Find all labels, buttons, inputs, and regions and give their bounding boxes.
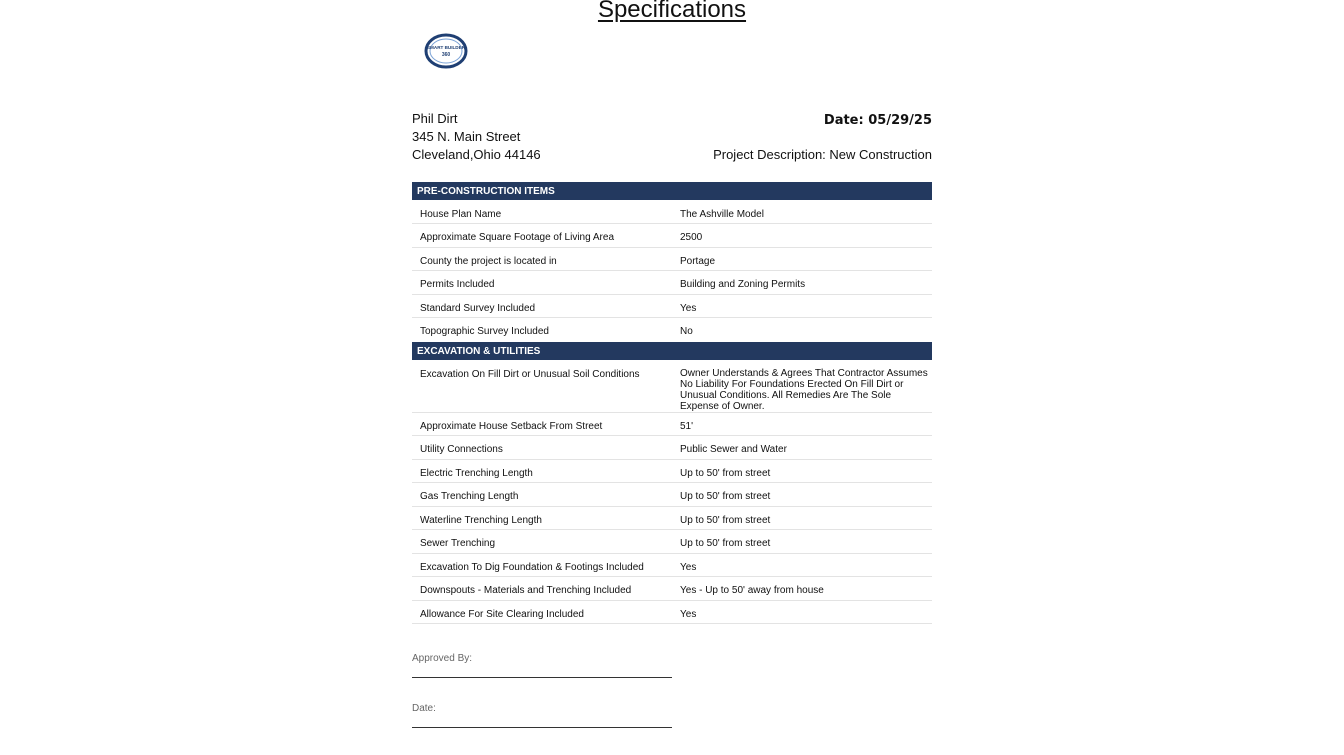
spec-label: Sewer Trenching [420,538,496,549]
spec-label: Gas Trenching Length [420,491,519,502]
project-description: Project Description: New Construction [713,147,932,162]
spec-label: Approximate House Setback From Street [420,421,603,432]
customer-name: Phil Dirt [412,111,458,126]
spec-row [412,577,932,601]
spec-value: Up to 50' from street [680,538,771,549]
spec-row [412,460,932,483]
logo-mark [424,33,468,69]
approval-date-label: Date: [412,703,436,714]
spec-label: Standard Survey Included [420,303,536,314]
page-title: Specifications [597,0,747,23]
spec-label: Topographic Survey Included [420,326,549,337]
customer-street: 345 N. Main Street [412,129,521,144]
spec-value: Up to 50' from street [680,491,771,502]
approved-by-label: Approved By: [412,653,473,664]
spec-label: Approximate Square Footage of Living Area [420,232,615,243]
spec-row [412,530,932,554]
spec-label: Waterline Trenching Length [420,515,542,526]
spec-label: House Plan Name [420,209,502,220]
spec-label: Downspouts - Materials and Trenching Included [420,585,632,596]
spec-label: Excavation On Fill Dirt or Unusual Soil Conditions [420,369,640,380]
spec-value: Yes [680,562,697,573]
spec-row [412,554,932,577]
svg-text:360: 360 [441,52,451,58]
spec-label: County the project is located in [420,256,557,267]
spec-value: The Ashville Model [680,209,764,220]
spec-value: 2500 [680,232,703,243]
spec-value: Yes - Up to 50' away from house [680,585,824,596]
spec-row [412,224,932,248]
document-date: Date: 05/29/25 [823,113,932,128]
customer-city: Cleveland,Ohio 44146 [412,147,541,162]
company-logo [424,33,468,69]
section-header: EXCAVATION & UTILITIES [412,342,932,360]
spec-value: 51' [680,421,694,432]
spec-value: Public Sewer and Water [680,444,787,455]
spec-row [412,413,932,436]
spec-value: Yes [680,303,697,314]
spec-row [412,507,932,530]
spec-value: Yes [680,609,697,620]
spec-row [412,318,932,342]
spec-row [412,271,932,295]
spec-value: Building and Zoning Permits [680,279,806,290]
spec-label: Utility Connections [420,444,503,455]
spec-row [412,436,932,460]
spec-label: Allowance For Site Clearing Included [420,609,584,620]
spec-label: Electric Trenching Length [420,468,533,479]
spec-row [412,295,932,318]
spec-label: Excavation To Dig Foundation & Footings Included [420,562,644,573]
svg-text:SMART BUILDER: SMART BUILDER [426,45,466,50]
spec-row [412,483,932,507]
approved-by-signature-line[interactable] [412,677,672,678]
spec-row [412,601,932,624]
section-header: PRE-CONSTRUCTION ITEMS [412,182,932,200]
spec-value: Up to 50' from street [680,468,771,479]
spec-row [412,201,932,224]
spec-value: Portage [680,256,716,267]
spec-row [412,361,932,413]
spec-value: No [680,326,693,337]
spec-row [412,248,932,271]
spec-value: Owner Understands & Agrees That Contractor Assumes No Liability For Foundations Erected On Fill Dirt or Unusual Conditions. All Remedies Are The Sole Expense of Owner. [680,368,928,412]
approval-date-line[interactable] [412,727,672,728]
spec-label: Permits Included [420,279,495,290]
spec-value: Up to 50' from street [680,515,771,526]
